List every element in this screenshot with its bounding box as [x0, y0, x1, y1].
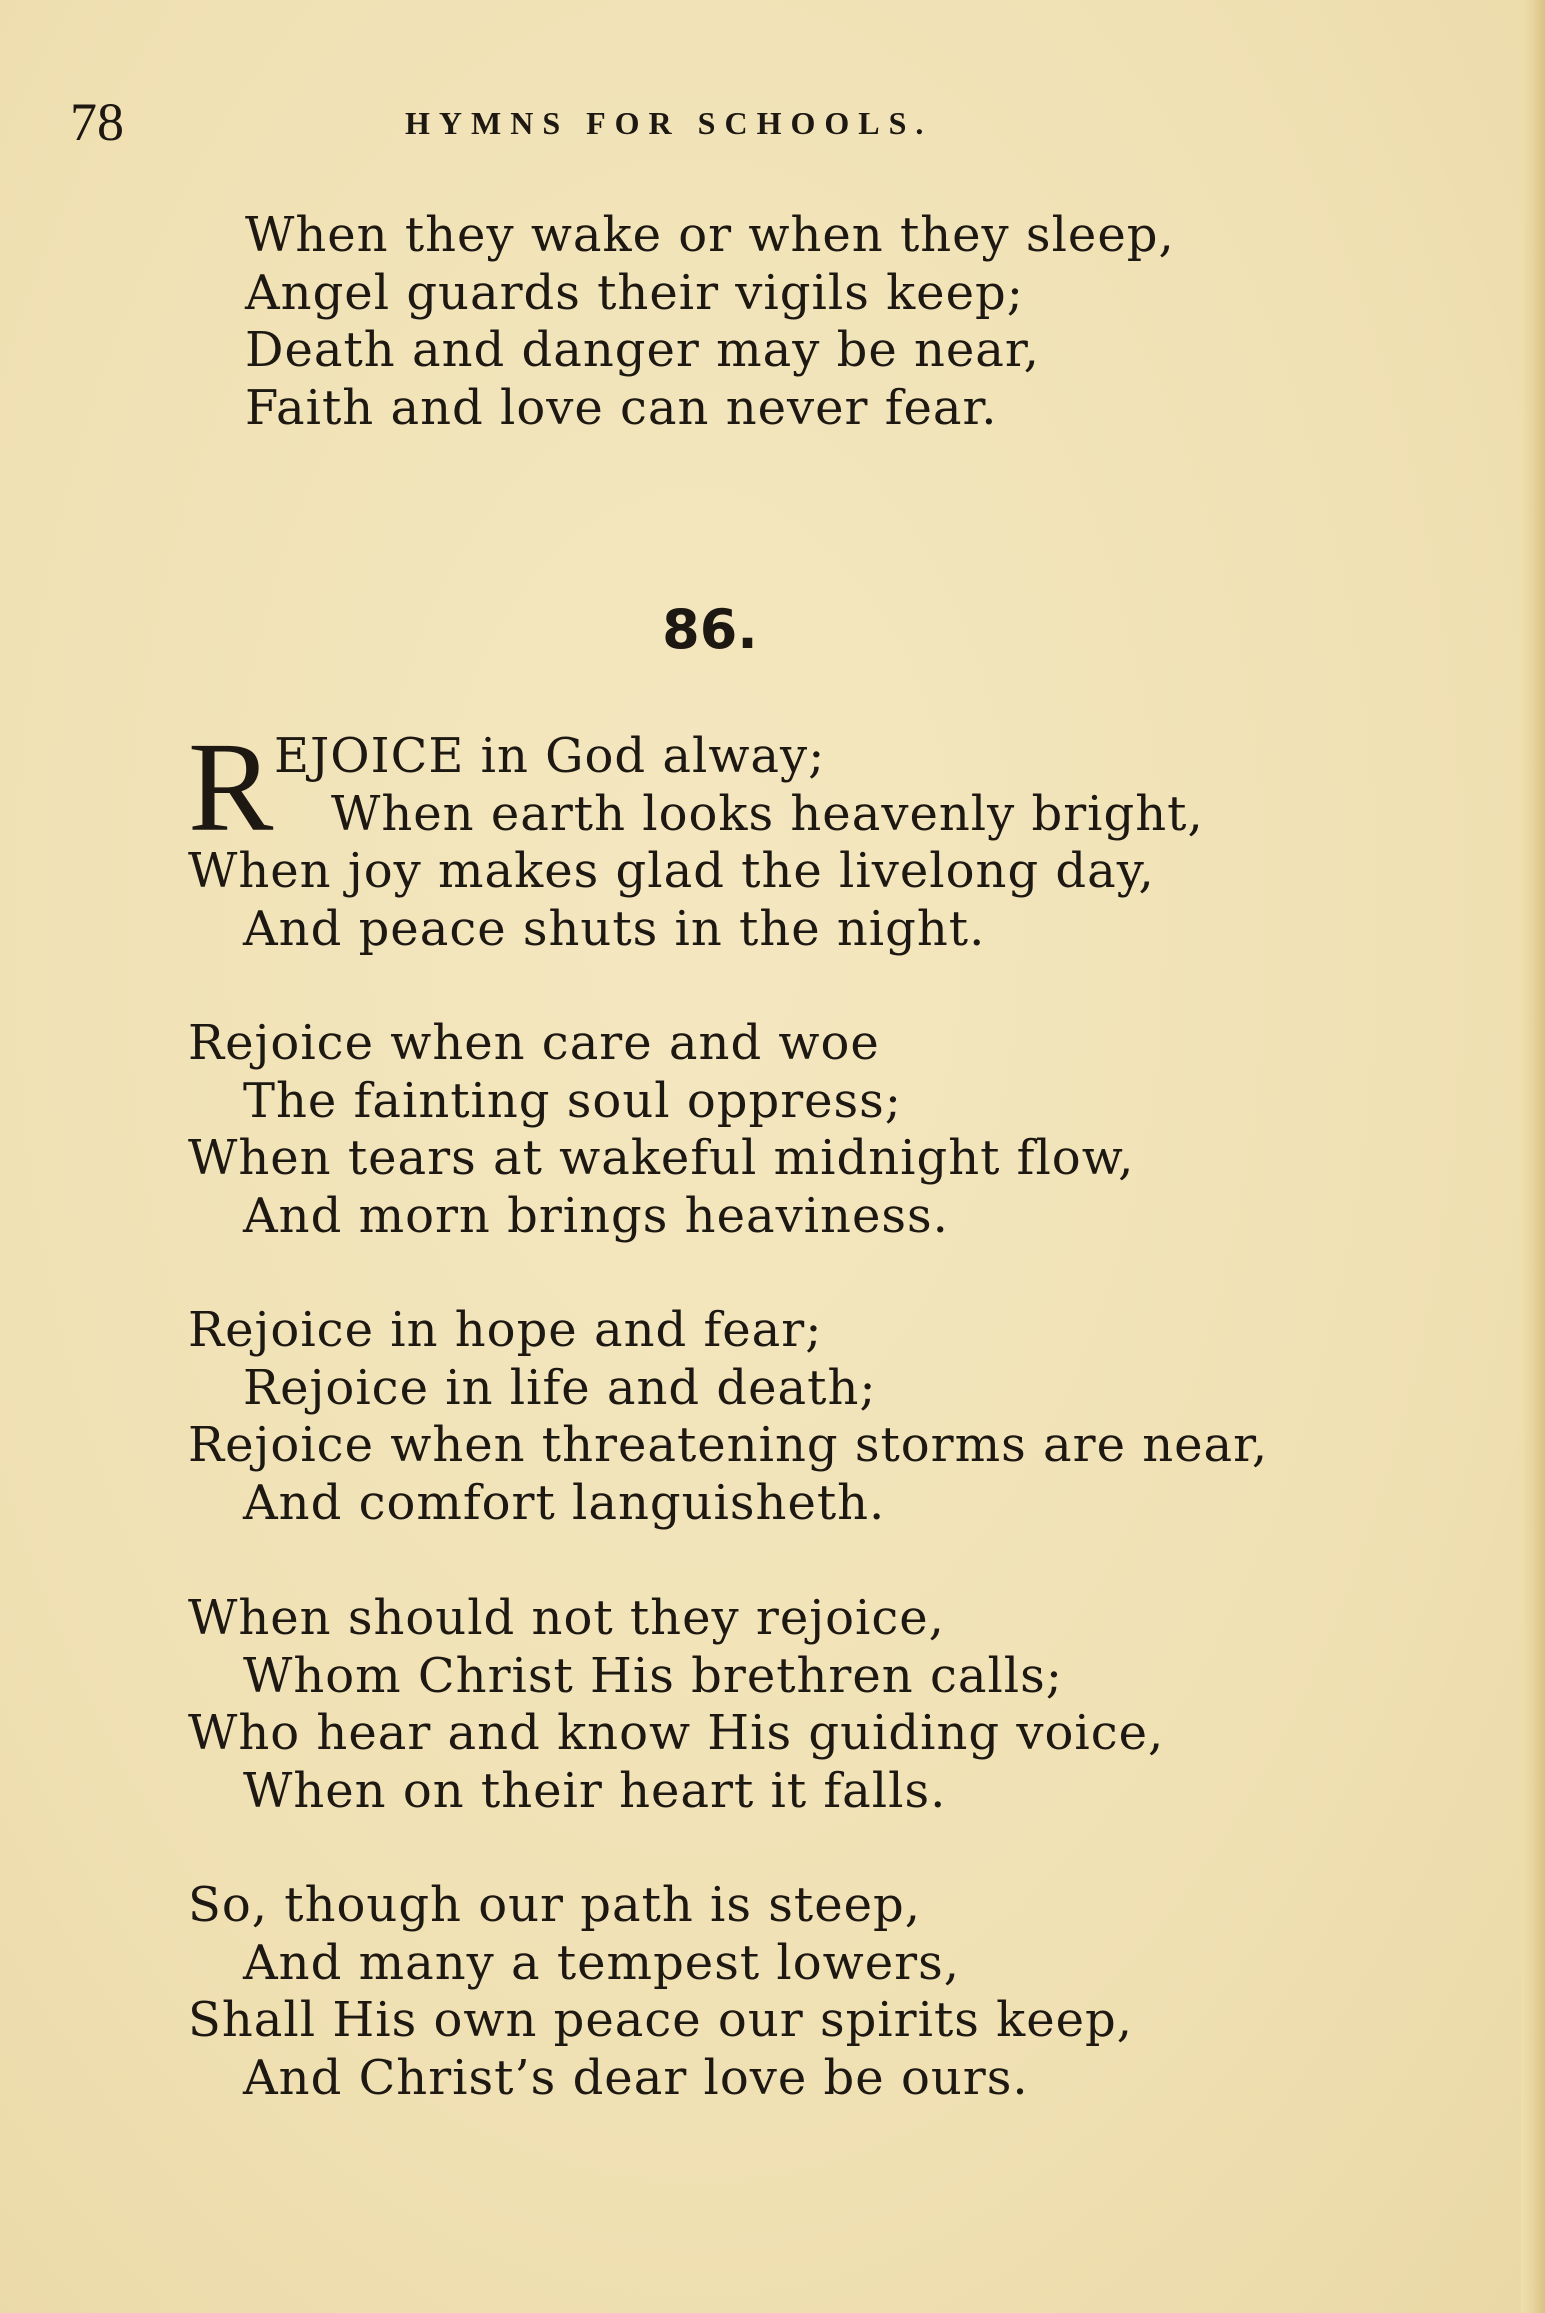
verse-line: EJOICE in God alway; — [274, 728, 826, 784]
hymn-stanza-3 — [188, 1302, 1268, 1532]
running-title: HYMNS FOR SCHOOLS. — [405, 105, 933, 141]
hymn-stanza-4 — [188, 1590, 1164, 1820]
verse-line: Rejoice when threatening storms are near, — [188, 1417, 1269, 1473]
hymn-number: 86. — [662, 598, 758, 661]
verse-line: And peace shuts in the night. — [243, 900, 986, 957]
hymn-stanza-2 — [188, 1015, 1134, 1245]
verse-line: The fainting soul oppress; — [243, 1072, 902, 1129]
verse-line: When earth looks heavenly bright, — [331, 785, 1204, 842]
verse-line: When joy makes glad the livelong day, — [188, 843, 1155, 899]
verse-line: Shall His own peace our spirits keep, — [188, 1992, 1134, 2048]
verse-line: Angel guards their vigils keep; — [245, 264, 1024, 321]
page-edge — [1521, 0, 1545, 2313]
verse-line: Death and danger may be near, — [245, 322, 1040, 378]
verse-line: When should not they rejoice, — [188, 1590, 945, 1646]
previous-hymn-stanza — [245, 207, 1175, 437]
verse-line: Who hear and know His guiding voice, — [188, 1705, 1165, 1761]
page-number: 78 — [70, 92, 124, 152]
verse-line: So, though our path is steep, — [188, 1877, 921, 1933]
drop-cap: R — [188, 716, 274, 858]
verse-line: And many a tempest lowers, — [243, 1934, 960, 1991]
verse-line: And Christ’s dear love be ours. — [243, 2049, 1029, 2106]
verse-line: Rejoice when care and woe — [188, 1015, 880, 1071]
verse-line: Rejoice in hope and fear; — [188, 1302, 823, 1358]
verse-line: When on their heart it falls. — [243, 1762, 947, 1819]
verse-line: When tears at wakeful midnight flow, — [188, 1130, 1135, 1186]
running-head — [70, 92, 1470, 152]
verse-line: Faith and love can never fear. — [245, 379, 998, 436]
verse-line: And morn brings heaviness. — [243, 1187, 949, 1244]
verse-line: Whom Christ His brethren calls; — [243, 1647, 1063, 1704]
hymn-stanza-5 — [188, 1877, 1133, 2107]
hymn-first-stanza-continued — [188, 843, 1155, 958]
verse-line: When they wake or when they sleep, — [245, 207, 1175, 263]
verse-line: And comfort languisheth. — [243, 1474, 886, 1531]
verse-line: Rejoice in life and death; — [243, 1359, 877, 1416]
